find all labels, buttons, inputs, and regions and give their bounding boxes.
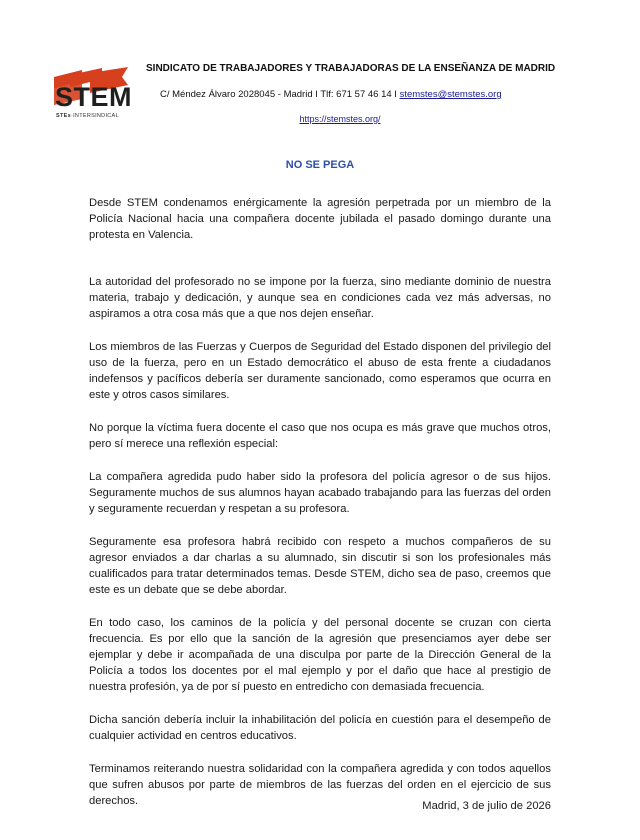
paragraph: Desde STEM condenamos enérgicamente la agresión perpetrada por un miembro de la Policía Nacional hacia una compañera docente jubilada el pasado domingo durante una protesta en Valencia.: [89, 197, 551, 241]
website-line: [0, 114, 640, 124]
paragraph: Los miembros de las Fuerzas y Cuerpos de Seguridad del Estado disponen del privilegio del uso de la fuerza, pero en un Estado democrático el abuso de esta frente a ciudadanos indefensos y pacíficos debería ser duramente sancionado, como esperamos que ocurra en este y otros casos similares.: [89, 341, 551, 401]
date-signature: Madrid, 3 de julio de 2026: [422, 800, 551, 812]
document-title: NO SE PEGA: [285, 159, 355, 171]
paragraph: Dicha sanción debería incluir la inhabilitación del policía en cuestión para el desempeño de cualquier actividad en centros educativos.: [89, 714, 551, 742]
paragraph: La autoridad del profesorado no se impone por la fuerza, sino mediante dominio de nuestra materia, trabajo y dedicación, y aunque sea en condiciones cada vez más adversas, no aspiramos a otra cosa más que a que nos dejen enseñar.: [89, 276, 551, 320]
logo-wordmark: STEM: [55, 82, 133, 112]
paragraph: No porque la víctima fuera docente el caso que nos ocupa es más grave que muchos otros, pero sí merece una reflexión especial:: [89, 422, 551, 450]
website-link[interactable]: https://stemstes.org/: [299, 114, 381, 124]
email-link[interactable]: stemstes@stemstes.org: [399, 89, 502, 100]
paragraph: Terminamos reiterando nuestra solidaridad con la compañera agredida y con todos aquellos que sufren abusos por parte de miembros de las fuerzas del orden en el ejercicio de sus derechos.: [89, 763, 551, 807]
union-name-heading: SINDICATO DE TRABAJADORES Y TRABAJADORAS DE LA ENSEÑANZA DE MADRID: [146, 63, 556, 74]
logo-subtitle: STEs·INTERSINDICAL: [56, 113, 119, 119]
paragraph: La compañera agredida pudo haber sido la profesora del policía agresor o de sus hijos. Seguramente muchos de sus alumnos hayan acabado trabajando para las fuerzas del orden y seguramente recuerdan y respetan a su profesora.: [89, 471, 551, 515]
document-body: [89, 195, 551, 826]
paragraph: En todo caso, los caminos de la policía y del personal docente se cruzan con cierta frecuencia. Es por ello que la sanción de la agresión que presenciamos ayer debe ser ejemplar y debe ir acompañada de una disculpa por parte de la Dirección General de la Policía a todos los docentes por el mal ejemplo y por el daño que hace al prestigio de nuestra profesión, ya de por sí puesto en entredicho con demasiada frecuencia.: [89, 617, 551, 693]
contact-line: [160, 89, 502, 100]
address-phone: C/ Méndez Álvaro 2028045 - Madrid I Tlf: 671 57 46 14 I: [160, 89, 400, 100]
paragraph: Seguramente esa profesora habrá recibido con respeto a muchos compañeros de su agresor enviados a dar charlas a su alumnado, sin discutir si son los profesionales más cualificados para tratar determinados temas. Desde STEM, dicho sea de paso, creemos que este es un debate que se debe abordar.: [89, 536, 551, 596]
